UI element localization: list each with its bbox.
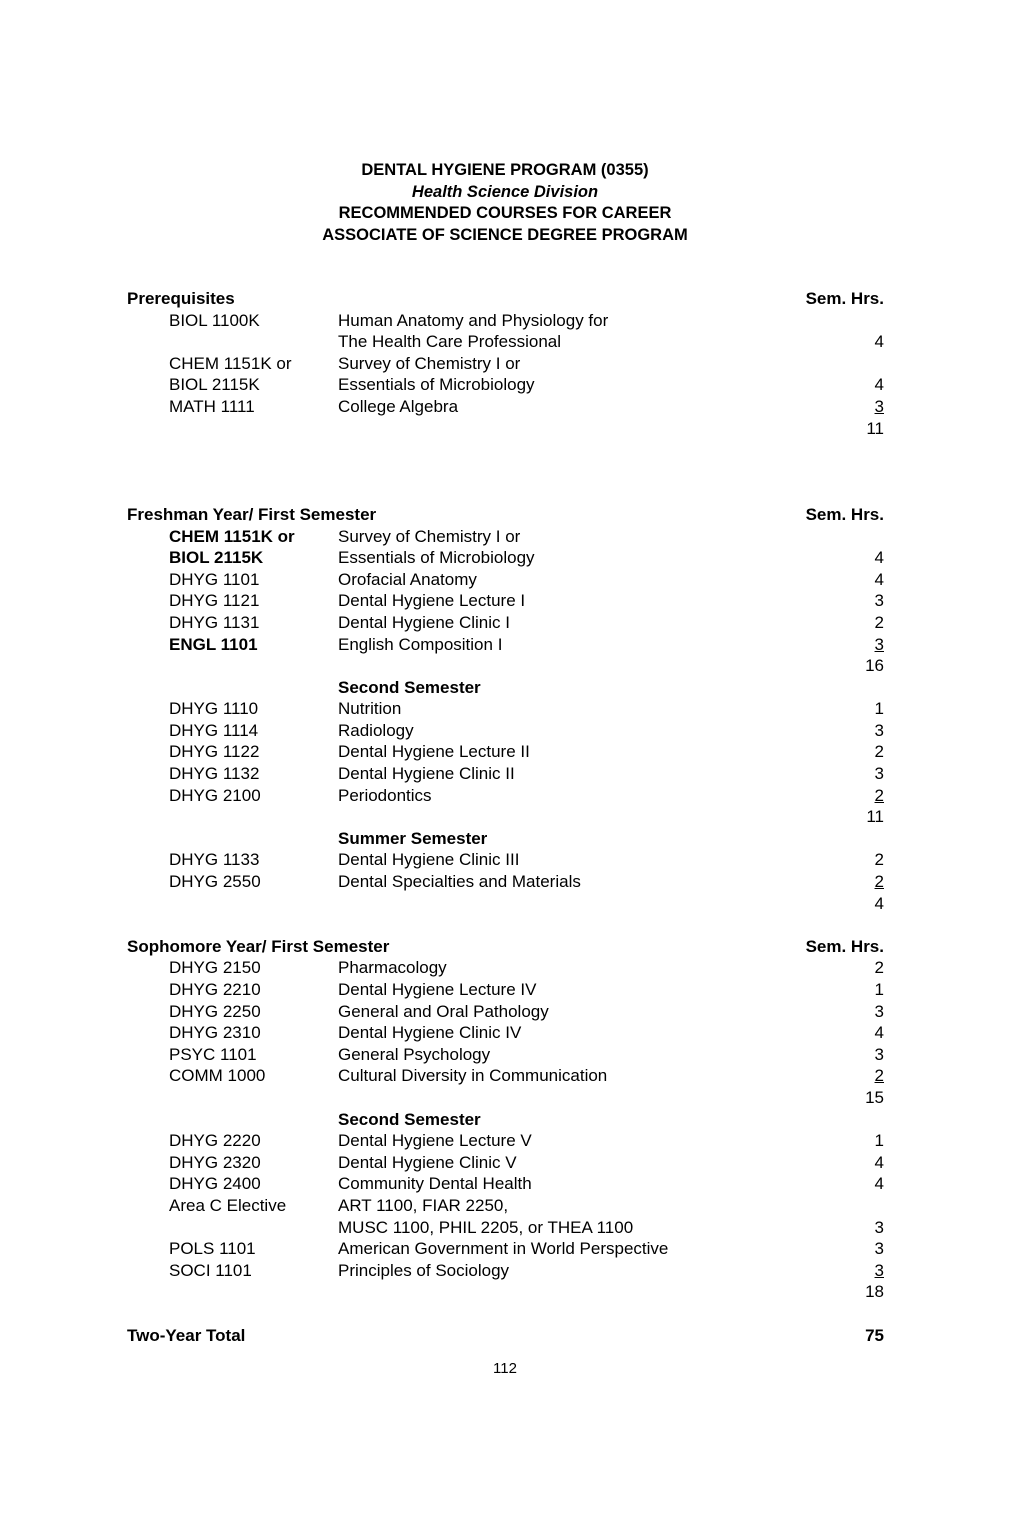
subtotal-row	[127, 806, 884, 828]
subtotal-hours: 18	[865, 1282, 884, 1302]
course-title: Dental Hygiene Clinic III	[338, 850, 520, 870]
course-code: ENGL 1101	[169, 634, 258, 654]
course-row	[127, 1195, 884, 1217]
course-hours: 2	[874, 958, 884, 978]
sem-hrs-header: Sem. Hrs.	[805, 936, 884, 956]
course-row	[127, 569, 884, 591]
course-hours: 4	[874, 548, 884, 568]
program-title: DENTAL HYGIENE PROGRAM (0355)	[361, 161, 649, 179]
course-title: Dental Hygiene Clinic V	[338, 1152, 517, 1172]
course-title: Pharmacology	[338, 958, 447, 978]
course-title: Dental Specialties and Materials	[338, 872, 581, 892]
course-title: Essentials of Microbiology	[338, 548, 535, 568]
course-row	[127, 612, 884, 634]
course-hours: 3	[874, 1260, 884, 1280]
course-code: DHYG 1131	[169, 612, 260, 632]
course-row	[127, 590, 884, 612]
subtotal-hours: 11	[866, 807, 884, 827]
semester-heading-row	[127, 828, 884, 850]
course-row	[127, 331, 884, 353]
course-title: Periodontics	[338, 785, 432, 805]
course-title: General Psychology	[338, 1044, 491, 1064]
course-title: College Algebra	[338, 396, 459, 416]
course-row	[127, 763, 884, 785]
course-hours: 3	[874, 1239, 884, 1259]
course-title: ART 1100, FIAR 2250,	[338, 1195, 509, 1215]
course-code: DHYG 2250	[169, 1001, 261, 1021]
course-title: Cultural Diversity in Communication	[338, 1066, 608, 1086]
course-hours: 3	[874, 1001, 884, 1021]
semester-title: Summer Semester	[338, 828, 488, 848]
course-row	[127, 1130, 884, 1152]
course-code: CHEM 1151K or	[169, 353, 292, 373]
course-hours: 3	[874, 591, 884, 611]
two-year-total-label: Two-Year Total	[127, 1325, 246, 1345]
course-code: DHYG 1121	[169, 591, 260, 611]
subtotal-hours: 11	[866, 418, 884, 438]
course-row	[127, 1022, 884, 1044]
course-row	[127, 1238, 884, 1260]
course-code: DHYG 1110	[169, 699, 259, 719]
course-row	[127, 374, 884, 396]
semester-title: Second Semester	[338, 1109, 481, 1129]
course-title: Essentials of Microbiology	[338, 375, 535, 395]
course-code: BIOL 2115K	[169, 548, 264, 568]
section-header-sophomore	[127, 936, 884, 958]
course-code: DHYG 1101	[169, 569, 260, 589]
course-hours: 2	[874, 742, 884, 762]
course-hours: 4	[874, 1174, 884, 1194]
subtotal-row	[127, 1087, 884, 1109]
course-row	[127, 785, 884, 807]
sem-hrs-header: Sem. Hrs.	[805, 289, 884, 308]
course-hours: 3	[874, 764, 884, 784]
course-hours: 2	[874, 1066, 884, 1086]
course-hours: 4	[874, 375, 884, 395]
course-code: Area C Elective	[169, 1195, 287, 1215]
course-hours: 2	[874, 612, 884, 632]
course-list	[127, 288, 884, 1346]
section-header-freshman	[127, 504, 884, 526]
course-code: DHYG 1132	[169, 764, 260, 784]
course-title: Radiology	[338, 720, 414, 740]
course-title: Principles of Sociology	[338, 1260, 510, 1280]
course-code: BIOL 2115K	[169, 375, 260, 395]
course-row	[127, 1260, 884, 1282]
course-code: SOCI 1101	[169, 1260, 252, 1280]
course-code: DHYG 2550	[169, 872, 261, 892]
sem-hrs-header: Sem. Hrs.	[805, 504, 884, 524]
course-row	[127, 526, 884, 548]
course-hours: 2	[874, 872, 884, 892]
subtotal-row	[127, 893, 884, 915]
course-title: Survey of Chemistry I or	[338, 353, 521, 373]
course-title: Dental Hygiene Clinic II	[338, 764, 515, 784]
course-row	[127, 1065, 884, 1087]
course-hours: 2	[874, 785, 884, 805]
course-code: COMM 1000	[169, 1066, 266, 1086]
page-number: 112	[493, 1360, 517, 1377]
course-title: Dental Hygiene Lecture V	[338, 1131, 532, 1151]
course-code: POLS 1101	[169, 1239, 256, 1259]
course-row	[127, 698, 884, 720]
course-code: DHYG 2150	[169, 958, 261, 978]
course-hours: 3	[874, 1044, 884, 1064]
course-title: Dental Hygiene Lecture I	[338, 591, 526, 611]
course-code: DHYG 1114	[169, 720, 259, 740]
course-title: General and Oral Pathology	[338, 1001, 549, 1021]
course-hours: 4	[874, 332, 884, 352]
course-title: American Government in World Perspective	[338, 1239, 669, 1259]
section-header-prerequisites	[127, 288, 884, 310]
subtotal-row	[127, 418, 884, 440]
course-title: Dental Hygiene Clinic IV	[338, 1023, 522, 1043]
subtotal-hours: 4	[874, 893, 884, 913]
two-year-total-value: 75	[865, 1325, 884, 1345]
course-row	[127, 849, 884, 871]
course-code: DHYG 2100	[169, 785, 261, 805]
course-title: Community Dental Health	[338, 1174, 532, 1194]
course-hours: 1	[874, 980, 884, 999]
section-title: Freshman Year/ First Semester	[127, 504, 377, 524]
course-code: PSYC 1101	[169, 1044, 257, 1064]
course-row	[127, 871, 884, 893]
course-title: English Composition I	[338, 634, 503, 654]
subtotal-hours: 16	[865, 656, 884, 676]
course-row	[127, 310, 884, 332]
course-code: DHYG 2320	[169, 1152, 261, 1172]
course-code: CHEM 1151K or	[169, 526, 295, 546]
course-code: DHYG 1122	[169, 742, 260, 762]
section-title: Sophomore Year/ First Semester	[127, 936, 390, 956]
course-hours: 4	[874, 569, 884, 589]
course-row	[127, 1152, 884, 1174]
course-hours: 3	[874, 720, 884, 740]
document-header	[0, 160, 1010, 246]
course-row	[127, 1173, 884, 1195]
course-row	[127, 353, 884, 375]
course-hours: 2	[874, 850, 884, 870]
course-row	[127, 741, 884, 763]
semester-title: Second Semester	[338, 677, 481, 697]
course-row	[127, 396, 884, 418]
division-name: Health Science Division	[411, 182, 599, 201]
course-hours: 3	[874, 634, 884, 654]
course-title: Human Anatomy and Physiology for	[338, 310, 609, 330]
course-title: Orofacial Anatomy	[338, 569, 477, 589]
course-code: MATH 1111	[169, 396, 255, 416]
course-row	[127, 1217, 884, 1239]
course-code: DHYG 2210	[169, 980, 261, 999]
course-row	[127, 1001, 884, 1023]
course-hours: 4	[874, 1152, 884, 1172]
course-row	[127, 634, 884, 656]
course-code: BIOL 1100K	[169, 310, 260, 330]
degree-program-heading: ASSOCIATE OF SCIENCE DEGREE PROGRAM	[322, 225, 688, 244]
course-hours: 3	[874, 396, 884, 416]
course-row	[127, 1044, 884, 1066]
course-row	[127, 720, 884, 742]
semester-heading-row	[127, 677, 884, 699]
semester-heading-row	[127, 1109, 884, 1131]
course-code: DHYG 2220	[169, 1131, 261, 1151]
course-code: DHYG 2400	[169, 1174, 261, 1194]
course-title: Dental Hygiene Lecture IV	[338, 980, 537, 999]
recommended-courses-heading: RECOMMENDED COURSES FOR CAREER	[338, 204, 672, 223]
course-title: Survey of Chemistry I or	[338, 526, 521, 546]
course-title: The Health Care Professional	[338, 332, 562, 352]
course-title: MUSC 1100, PHIL 2205, or THEA 1100	[338, 1217, 634, 1237]
course-title: Nutrition	[338, 699, 402, 719]
course-hours: 1	[874, 699, 884, 719]
subtotal-hours: 15	[865, 1087, 884, 1107]
course-hours: 4	[874, 1023, 884, 1043]
subtotal-row	[127, 1281, 884, 1303]
course-row	[127, 979, 884, 1001]
course-hours: 3	[874, 1217, 884, 1237]
course-row	[127, 547, 884, 569]
course-code: DHYG 1133	[169, 850, 260, 870]
section-title: Prerequisites	[127, 289, 235, 308]
two-year-total-row	[127, 1325, 884, 1347]
course-title: Dental Hygiene Lecture II	[338, 742, 530, 762]
course-code: DHYG 2310	[169, 1023, 261, 1043]
subtotal-row	[127, 655, 884, 677]
course-title: Dental Hygiene Clinic I	[338, 612, 510, 632]
course-hours: 1	[874, 1131, 884, 1151]
course-row	[127, 957, 884, 979]
